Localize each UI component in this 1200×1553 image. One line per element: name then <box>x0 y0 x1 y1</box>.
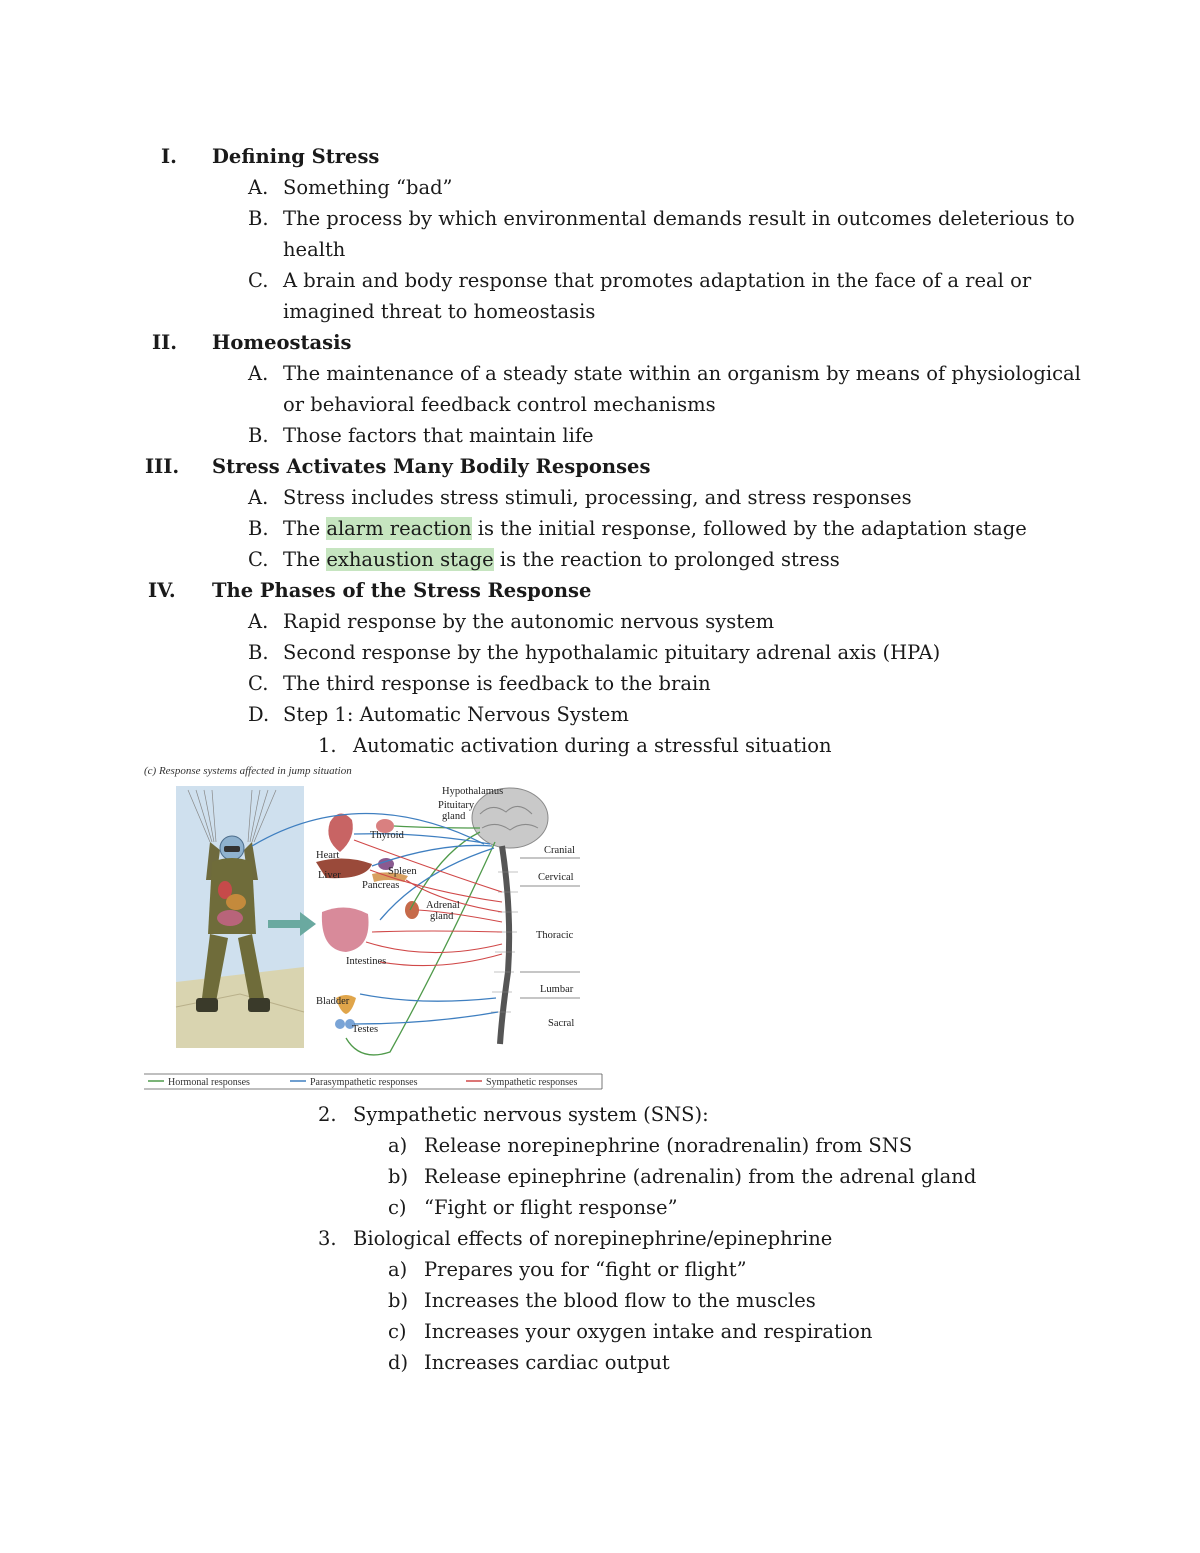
label-pituitary: Pituitary <box>438 800 475 811</box>
item-text: Second response by the hypothalamic pituitary adrenal axis (HPA) <box>283 641 941 664</box>
item-letter: c) <box>388 1320 407 1343</box>
figure-caption: (c) Response systems affected in jump situation <box>144 765 352 777</box>
item-letter: b) <box>388 1165 409 1188</box>
label-lumbar: Lumbar <box>540 984 574 995</box>
legend-parasympathetic: Parasympathetic responses <box>310 1077 418 1088</box>
label-pancreas: Pancreas <box>362 880 400 891</box>
item-text: Release norepinephrine (noradrenalin) from SNS <box>424 1134 913 1157</box>
label-pituitary-gland: gland <box>442 811 466 822</box>
legend-sympathetic: Sympathetic responses <box>486 1077 578 1088</box>
label-spleen: Spleen <box>388 866 417 877</box>
item-text: A brain and body response that promotes adaptation in the face of a real or <box>283 269 1032 292</box>
item-text: health <box>283 238 346 261</box>
item-text: Prepares you for “fight or flight” <box>424 1258 747 1281</box>
label-adrenal: Adrenal <box>426 900 460 911</box>
item-text-post: is the initial response, followed by the adaptation stage <box>471 517 1027 540</box>
item-number: 2. <box>318 1103 337 1126</box>
item-text-pre: The <box>283 548 327 571</box>
label-adrenal-gland: gland <box>430 911 454 922</box>
item-letter: B. <box>248 517 269 540</box>
heart-icon <box>328 813 352 852</box>
label-thyroid: Thyroid <box>370 830 404 841</box>
item-text-pre: The <box>283 517 327 540</box>
item-letter: A. <box>248 610 269 633</box>
item-letter: A. <box>248 362 269 385</box>
section-number: IV. <box>148 579 176 602</box>
item-letter: D. <box>248 703 270 726</box>
item-text: Something “bad” <box>283 176 453 199</box>
item-text: Increases cardiac output <box>424 1351 670 1374</box>
item-text: Those factors that maintain life <box>283 424 594 447</box>
item-text: Stress includes stress stimuli, processing, and stress responses <box>283 486 912 509</box>
item-text <box>283 544 840 575</box>
item-letter: B. <box>248 207 269 230</box>
item-text: Rapid response by the autonomic nervous system <box>283 610 775 633</box>
spinal-cord <box>500 846 509 1044</box>
item-letter: d) <box>388 1351 409 1374</box>
item-text: Sympathetic nervous system (SNS): <box>353 1103 709 1126</box>
legend-hormonal: Hormonal responses <box>168 1077 250 1088</box>
label-cranial: Cranial <box>544 845 575 856</box>
label-cervical: Cervical <box>538 872 574 883</box>
section-number: III. <box>145 455 180 478</box>
item-letter: A. <box>248 486 269 509</box>
section-number: I. <box>161 145 177 168</box>
item-letter: C. <box>248 672 269 695</box>
stress-response-figure <box>140 762 610 1092</box>
intestines-icon <box>322 907 369 952</box>
highlighted-term: alarm reaction <box>326 517 472 540</box>
item-number: 1. <box>318 734 337 757</box>
section-title: Stress Activates Many Bodily Responses <box>212 455 651 478</box>
item-text: Step 1: Automatic Nervous System <box>283 703 629 726</box>
item-letter: c) <box>388 1196 407 1219</box>
item-text: Biological effects of norepinephrine/epinephrine <box>353 1227 833 1250</box>
section-title: Defining Stress <box>212 145 380 168</box>
label-heart: Heart <box>316 850 340 861</box>
section-title: Homeostasis <box>212 331 352 354</box>
item-number: 3. <box>318 1227 337 1250</box>
item-text: Release epinephrine (adrenalin) from the adrenal gland <box>424 1165 977 1188</box>
item-text: Increases your oxygen intake and respiration <box>424 1320 873 1343</box>
brain-icon <box>472 788 548 848</box>
item-text: imagined threat to homeostasis <box>283 300 596 323</box>
item-text: The process by which environmental demands result in outcomes deleterious to <box>283 207 1075 230</box>
highlighted-term: exhaustion stage <box>326 548 494 571</box>
label-intestines: Intestines <box>346 956 387 967</box>
item-text: “Fight or flight response” <box>424 1196 678 1219</box>
testes-icon <box>335 1019 345 1029</box>
adrenal-gland-icon <box>405 901 419 919</box>
figure-legend <box>144 1074 602 1089</box>
item-letter: C. <box>248 548 269 571</box>
item-letter: A. <box>248 176 269 199</box>
item-letter: B. <box>248 424 269 447</box>
section-title: The Phases of the Stress Response <box>212 579 592 602</box>
label-testes: Testes <box>352 1024 379 1035</box>
hormonal-pathways <box>346 826 495 1055</box>
label-liver: Liver <box>318 870 341 881</box>
section-number: II. <box>152 331 178 354</box>
item-text-post: is the reaction to prolonged stress <box>493 548 840 571</box>
item-letter: C. <box>248 269 269 292</box>
item-text: The third response is feedback to the brain <box>283 672 711 695</box>
item-letter: a) <box>388 1134 408 1157</box>
item-letter: b) <box>388 1289 409 1312</box>
item-text: Automatic activation during a stressful situation <box>353 734 832 757</box>
label-bladder: Bladder <box>316 996 350 1007</box>
item-letter: B. <box>248 641 269 664</box>
item-text: or behavioral feedback control mechanisms <box>283 393 716 416</box>
item-text: Increases the blood flow to the muscles <box>424 1289 816 1312</box>
label-sacral: Sacral <box>548 1018 575 1029</box>
item-text <box>283 513 1027 544</box>
item-letter: a) <box>388 1258 408 1281</box>
item-text: The maintenance of a steady state within an organism by means of physiological <box>283 362 1081 385</box>
label-hypothalamus: Hypothalamus <box>442 786 504 797</box>
label-thoracic: Thoracic <box>536 930 574 941</box>
